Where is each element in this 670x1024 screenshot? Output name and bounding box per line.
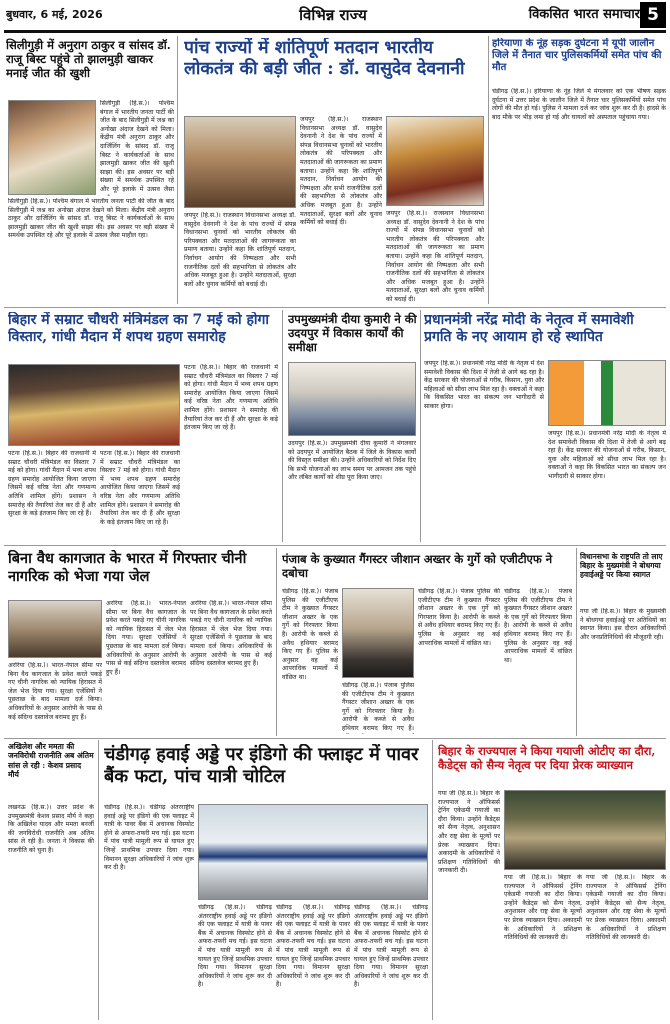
siliguri-body-1: सिलीगुड़ी (हि.स.)। पश्चिम बंगाल में भारतीय जनता पार्टी की जीत के बाद सिलीगुड़ी में जश्न का अनोखा अंदाज देखने को मिला। केंद्रीय मंत्री अनुराग ठाकुर और दार्जिलिंग के सांसद डॉ. राजू बिस्ट ने कार्यकर्ताओं के साथ झालमुड़ी खाकर जीत की खुशी साझा की। इस अवसर पर बड़ी संख्या में समर्थक उपस्थित रहे और पूरे इलाके में उत्सव जैसा xyxy=(100,100,174,193)
indigo-headline: चंडीगढ़ हवाई अड्डे पर इंडिगो की फ्लाइट में पावर बैंक फटा, पांच यात्री चोटिल xyxy=(104,744,419,787)
siliguri-photo xyxy=(8,100,96,195)
gaya-governor-body-2: गया जी (हि.स.)। बिहार के राज्यपाल ने ऑफिसर्स ट्रेनिंग एकेडमी गयाजी का दौरा किया। उन्होंने कैडेट्स को सैन्य नेतृत्व, अनुशासन और राष्ट्र सेवा के मूल्यों पर प्रेरक व्याख्यान दिया। अकादमी के अधिकारियों ने प्रशिक्षण गतिविधियों की जानकारी दी। xyxy=(504,874,582,942)
punjab-gangster-body-3: चंडीगढ़ (हि.स.)। पंजाब पुलिस की एजीटीएफ टीम ने कुख्यात गैंगस्टर जीशान अख्तर के एक गुर्गे को गिरफ्तार किया है। आरोपी के कब्जे से अवैध हथियार बरामद किए गए हैं। पुलिस के अनुसार वह कई आपराधिक मामलों में वांछित था। xyxy=(418,588,500,647)
column-divider xyxy=(420,310,421,542)
column-divider xyxy=(282,310,283,542)
pm-progress-body-1: जयपुर (हि.स.)। प्रधानमंत्री नरेंद्र मोदी के नेतृत्व में देश समावेशी विकास की दिशा में तेजी से आगे बढ़ रहा है। केंद्र सरकार की योजनाओं से गरीब, किसान, युवा और महिलाओं को सीधा लाभ मिल रहा है। वक्ताओं ने कहा कि विकसित भारत का संकल्प जन भागीदारी से साकार होगा। xyxy=(424,360,544,410)
chinese-arrest-body-3: अररिया (हि.स.)। भारत-नेपाल सीमा पर बिना वैध कागजात के प्रवेश करते पकड़े गए चीनी नागरिक को न्यायिक हिरासत में जेल भेज दिया गया। सुरक्षा एजेंसियों ने पूछताछ के बाद मामला दर्ज किया। अधिकारियों के अनुसार आरोपी के पास से कई संदिग्ध दस्तावेज बरामद हुए हैं। xyxy=(8,662,102,721)
bihar-cabinet-body-2: पटना (हि.स.)। बिहार की राजधानी में सम्राट चौधरी मंत्रिमंडल का विस्तार 7 मई को होगा। गांधी मैदान में भव्य शपथ ग्रहण समारोह आयोजित किया जाएगा जिसमें कई वरिष्ठ नेता और गणमान्य अतिथि शामिल होंगे। प्रशासन ने समारोह की तैयारियां तेज कर दी हैं और सुरक्षा के कड़े इंतजाम किए जा रहे हैं। xyxy=(8,450,96,518)
column-divider xyxy=(98,740,99,1020)
column-divider xyxy=(276,548,277,736)
chinese-arrest-headline: बिना वैध कागजात के भारत में गिरफ्तार चीनी नागरिक को भेजा गया जेल xyxy=(8,550,247,585)
indigo-body-2: चंडीगढ़ (हि.स.)। चंडीगढ़ अंतरराष्ट्रीय हवाई अड्डे पर इंडिगो की एक फ्लाइट में यात्री के पावर बैंक में अचानक विस्फोट होने से अफरा-तफरी मच गई। इस घटना में पांच यात्री मामूली रूप से घायल हुए जिन्हें प्राथमिक उपचार दिया गया। विमानन सुरक्षा अधिकारियों ने जांच शुरू कर दी है। xyxy=(198,904,272,989)
indigo-plane-photo xyxy=(198,804,428,900)
haryana-body: चंडीगढ़ (हि.स.)। हरियाणा के नूंह जिले में मंगलवार को एक भीषण सड़क दुर्घटना में उत्तर प्रदेश के जालौन जिले में तैनात चार पुलिसकर्मियों समेत पांच लोगों की मौत हो गई। पुलिस ने मामला दर्ज कर जांच शुरू कर दी है। हादसे के बाद मौके पर भीड़ जमा हो गई और घायलों को अस्पताल पहुंचाया गया। xyxy=(492,88,666,121)
lead-body-col-3: जयपुर (हि.स.)। राजस्थान विधानसभा अध्यक्ष डॉ. वासुदेव देवनानी ने देश के पांच राज्यों में संपन्न विधानसभा चुनावों को भारतीय लोकतंत्र की परिपक्वता और मतदाताओं की जागरूकता का प्रमाण बताया। उन्होंने कहा कि शांतिपूर्ण मतदान, निर्वाचन आयोग की निष्पक्षता और सभी राजनीतिक दलों की सहभागिता से लोकतंत्र और अधिक मजबूत हुआ है। उन्होंने मतदाताओं, सुरक्षा बलों और चुनाव कर्मियों को बधाई दी। xyxy=(386,210,484,303)
lead-headline: पांच राज्यों में शांतिपूर्ण मतदान भारतीय लोकतंत्र की बड़ी जीत : डॉ. वासुदेव देवनानी xyxy=(184,38,465,80)
lead-photo-2 xyxy=(386,116,484,206)
column-divider xyxy=(432,740,433,1020)
pm-progress-photo xyxy=(548,360,666,426)
row-divider xyxy=(4,545,666,546)
bodhgaya-body: गया जी (हि.स.)। बिहार के मुख्यमंत्री ने बोधगया हवाईअड्डे पर अतिथियों का स्वागत किया। इस दौरान अधिकारियों और जनप्रतिनिधियों की मौजूदगी रही। xyxy=(580,608,666,641)
column-divider xyxy=(576,548,577,736)
gaya-governor-headline: बिहार के राज्यपाल ने किया गयाजी ओटीए का दौरा, कैडेट्स को सैन्य नेतृत्व पर दिया प्रेरक व्याख्यान xyxy=(438,744,656,773)
pm-progress-body-2: जयपुर (हि.स.)। प्रधानमंत्री नरेंद्र मोदी के नेतृत्व में देश समावेशी विकास की दिशा में तेजी से आगे बढ़ रहा है। केंद्र सरकार की योजनाओं से गरीब, किसान, युवा और महिलाओं को सीधा लाभ मिल रहा है। वक्ताओं ने कहा कि विकसित भारत का संकल्प जन भागीदारी से साकार होगा। xyxy=(548,430,666,480)
chinese-arrest-photo xyxy=(8,600,102,658)
page-number: 5 xyxy=(640,2,666,28)
lead-body-col-2: जयपुर (हि.स.)। राजस्थान विधानसभा अध्यक्ष डॉ. वासुदेव देवनानी ने देश के पांच राज्यों में संपन्न विधानसभा चुनावों को भारतीय लोकतंत्र की परिपक्वता और मतदाताओं की जागरूकता का प्रमाण बताया। उन्होंने कहा कि शांतिपूर्ण मतदान, निर्वाचन आयोग की निष्पक्षता और सभी राजनीतिक दलों की सहभागिता से लोकतंत्र और अधिक मजबूत हुआ है। उन्होंने मतदाताओं, सुरक्षा बलों और चुनाव कर्मियों को बधाई दी। xyxy=(184,212,296,288)
gaya-governor-body-3: गया जी (हि.स.)। बिहार के राज्यपाल ने ऑफिसर्स ट्रेनिंग एकेडमी गयाजी का दौरा किया। उन्होंने कैडेट्स को सैन्य नेतृत्व, अनुशासन और राष्ट्र सेवा के मूल्यों पर प्रेरक व्याख्यान दिया। अकादमी के अधिकारियों ने प्रशिक्षण गतिविधियों की जानकारी दी। xyxy=(586,874,666,942)
masthead-rule xyxy=(4,30,666,33)
row-divider xyxy=(4,738,666,739)
mamata-body: लखनऊ (हि.स.)। उत्तर प्रदेश के उपमुख्यमंत्री केशव प्रसाद मौर्य ने कहा कि अखिलेश यादव और ममता बनर्जी की जनविरोधी राजनीति अब अंतिम सांस ले रही है। जनता ने विकास की राजनीति को चुना है। xyxy=(8,804,94,854)
punjab-gangster-body-4: चंडीगढ़ (हि.स.)। पंजाब पुलिस की एजीटीएफ टीम ने कुख्यात गैंगस्टर जीशान अख्तर के एक गुर्गे को गिरफ्तार किया है। आरोपी के कब्जे से अवैध हथियार बरामद किए गए हैं। पुलिस के अनुसार वह कई आपराधिक मामलों में वांछित था। xyxy=(504,588,572,664)
punjab-gangster-body-2: चंडीगढ़ (हि.स.)। पंजाब पुलिस की एजीटीएफ टीम ने कुख्यात गैंगस्टर जीशान अख्तर के एक गुर्गे को गिरफ्तार किया है। आरोपी के कब्जे से अवैध हथियार बरामद किए गए हैं। xyxy=(342,682,414,732)
chinese-arrest-body-2: अररिया (हि.स.)। भारत-नेपाल सीमा पर बिना वैध कागजात के प्रवेश करते पकड़े गए चीनी नागरिक को न्यायिक हिरासत में जेल भेज दिया गया। सुरक्षा एजेंसियों ने पूछताछ के बाद मामला दर्ज किया। अधिकारियों के अनुसार आरोपी के पास से कई संदिग्ध दस्तावेज बरामद हुए हैं। xyxy=(190,600,272,668)
siliguri-body-2: सिलीगुड़ी (हि.स.)। पश्चिम बंगाल में भारतीय जनता पार्टी की जीत के बाद सिलीगुड़ी में जश्न का अनोखा अंदाज देखने को मिला। केंद्रीय मंत्री अनुराग ठाकुर और दार्जिलिंग के सांसद डॉ. राजू बिस्ट ने कार्यकर्ताओं के साथ झालमुड़ी खाकर जीत की खुशी साझा की। इस अवसर पर बड़ी संख्या में समर्थक उपस्थित रहे और पूरे इलाके में उत्सव जैसा माहौल रहा। xyxy=(8,198,174,240)
lead-body-col-1: जयपुर (हि.स.)। राजस्थान विधानसभा अध्यक्ष डॉ. वासुदेव देवनानी ने देश के पांच राज्यों में संपन्न विधानसभा चुनावों को भारतीय लोकतंत्र की परिपक्वता और मतदाताओं की जागरूकता का प्रमाण बताया। उन्होंने कहा कि शांतिपूर्ण मतदान, निर्वाचन आयोग की निष्पक्षता और सभी राजनीतिक दलों की सहभागिता से लोकतंत्र और अधिक मजबूत हुआ है। उन्होंने मतदाताओं, सुरक्षा बलों और चुनाव कर्मियों को बधाई दी। xyxy=(300,116,382,227)
newspaper-name: विकसित भारत समाचार xyxy=(528,7,640,22)
bihar-cabinet-photo xyxy=(8,364,180,446)
pm-progress-headline: प्रधानमंत्री नरेंद्र मोदी के नेतृत्व में समावेशी प्रगति के नए आयाम हो रहे स्थापित xyxy=(424,312,634,346)
issue-date: बुधवार, 6 मई, 2026 xyxy=(6,8,103,21)
gaya-governor-body-1: गया जी (हि.स.)। बिहार के राज्यपाल ने ऑफिसर्स ट्रेनिंग एकेडमी गयाजी का दौरा किया। उन्होंने कैडेट्स को सैन्य नेतृत्व, अनुशासन और राष्ट्र सेवा के मूल्यों पर प्रेरक व्याख्यान दिया। अकादमी के अधिकारियों ने प्रशिक्षण गतिविधियों की जानकारी दी। xyxy=(438,790,500,875)
column-divider xyxy=(177,36,178,304)
udaipur-headline: उपमुख्यमंत्री दीया कुमारी ने की उदयपुर में विकास कार्यों की समीक्षा xyxy=(288,312,417,355)
column-divider xyxy=(488,36,489,304)
gaya-governor-photo xyxy=(504,790,666,870)
bihar-cabinet-headline: बिहार में सम्राट चौधरी मंत्रिमंडल का 7 मई को होगा विस्तार, गांधी मैदान में शपथ ग्रहण समारोह xyxy=(8,312,270,346)
udaipur-body: उदयपुर (हि.स.)। उपमुख्यमंत्री दीया कुमारी ने मंगलवार को उदयपुर में आयोजित बैठक में जिले के विकास कार्यों की विस्तृत समीक्षा की। उन्होंने अधिकारियों को निर्देश दिए कि सभी योजनाओं का लाभ समय पर आमजन तक पहुंचे और लंबित कार्यों को शीघ्र पूरा किया जाए। xyxy=(288,440,416,482)
udaipur-photo xyxy=(288,362,416,436)
row-divider xyxy=(4,307,666,308)
punjab-gangster-photo xyxy=(342,588,414,678)
bihar-cabinet-body-1: पटना (हि.स.)। बिहार की राजधानी में सम्राट चौधरी मंत्रिमंडल का विस्तार 7 मई को होगा। गांधी मैदान में भव्य शपथ ग्रहण समारोह आयोजित किया जाएगा जिसमें कई वरिष्ठ नेता और गणमान्य अतिथि शामिल होंगे। प्रशासन ने समारोह की तैयारियां तेज कर दी हैं और सुरक्षा के कड़े इंतजाम किए जा रहे हैं। xyxy=(184,364,278,432)
indigo-body-3: चंडीगढ़ (हि.स.)। चंडीगढ़ अंतरराष्ट्रीय हवाई अड्डे पर इंडिगो की एक फ्लाइट में यात्री के पावर बैंक में अचानक विस्फोट होने से अफरा-तफरी मच गई। इस घटना में पांच यात्री मामूली रूप से घायल हुए जिन्हें प्राथमिक उपचार दिया गया। विमानन सुरक्षा अधिकारियों ने जांच शुरू कर दी है। xyxy=(276,904,350,989)
siliguri-headline: सिलीगुड़ी में अनुराग ठाकुर व सांसद डॉ. राजू बिस्ट पहुंचे तो झालमुड़ी खाकर मनाई जीत की खुशी xyxy=(6,38,171,81)
indigo-body-1: चंडीगढ़ (हि.स.)। चंडीगढ़ अंतरराष्ट्रीय हवाई अड्डे पर इंडिगो की एक फ्लाइट में यात्री के पावर बैंक में अचानक विस्फोट होने से अफरा-तफरी मच गई। इस घटना में पांच यात्री मामूली रूप से घायल हुए जिन्हें प्राथमिक उपचार दिया गया। विमानन सुरक्षा अधिकारियों ने जांच शुरू कर दी है। xyxy=(104,804,194,872)
chinese-arrest-body-1: अररिया (हि.स.)। भारत-नेपाल सीमा पर बिना वैध कागजात के प्रवेश करते पकड़े गए चीनी नागरिक को न्यायिक हिरासत में जेल भेज दिया गया। सुरक्षा एजेंसियों ने पूछताछ के बाद मामला दर्ज किया। अधिकारियों के अनुसार आरोपी के पास से कई संदिग्ध दस्तावेज बरामद हुए हैं। xyxy=(106,600,186,676)
punjab-gangster-body-1: चंडीगढ़ (हि.स.)। पंजाब पुलिस की एजीटीएफ टीम ने कुख्यात गैंगस्टर जीशान अख्तर के एक गुर्गे को गिरफ्तार किया है। आरोपी के कब्जे से अवैध हथियार बरामद किए गए हैं। पुलिस के अनुसार वह कई आपराधिक मामलों में वांछित था। xyxy=(282,588,338,681)
section-title: विभिन्न राज्य xyxy=(299,6,367,24)
bihar-cabinet-body-3: पटना (हि.स.)। बिहार की राजधानी में सम्राट चौधरी मंत्रिमंडल का विस्तार 7 मई को होगा। गांधी मैदान में भव्य शपथ ग्रहण समारोह आयोजित किया जाएगा जिसमें कई वरिष्ठ नेता और गणमान्य अतिथि शामिल होंगे। प्रशासन ने समारोह की तैयारियां तेज कर दी हैं और सुरक्षा के कड़े इंतजाम किए जा रहे हैं। xyxy=(100,450,180,526)
lead-photo-1 xyxy=(184,116,296,208)
indigo-body-4: चंडीगढ़ (हि.स.)। चंडीगढ़ अंतरराष्ट्रीय हवाई अड्डे पर इंडिगो की एक फ्लाइट में यात्री के पावर बैंक में अचानक विस्फोट होने से अफरा-तफरी मच गई। इस घटना में पांच यात्री मामूली रूप से घायल हुए जिन्हें प्राथमिक उपचार दिया गया। विमानन सुरक्षा अधिकारियों ने जांच शुरू कर दी है। xyxy=(354,904,428,989)
punjab-gangster-headline: पंजाब के कुख्यात गैंगस्टर जीशान अख्तर के गुर्गे को एजीटीएफ ने दबोचा xyxy=(282,552,553,581)
mamata-headline: अखिलेश और ममता की जनविरोधी राजनीति अब अंतिम सांस ले रही : केशव प्रसाद मौर्य xyxy=(8,742,94,779)
bodhgaya-headline: विधानसभा के राष्ट्रपति तो लाए बिहार के मुख्यमंत्री ने बोधगया हवाईअड्डे पर किया स्वागत xyxy=(580,552,663,580)
haryana-headline: हरियाणा के नूंह सड़क दुर्घटना में यूपी जालौन जिले में तैनात चार पुलिसकर्मियों समेत पांच की मौत xyxy=(492,38,662,74)
